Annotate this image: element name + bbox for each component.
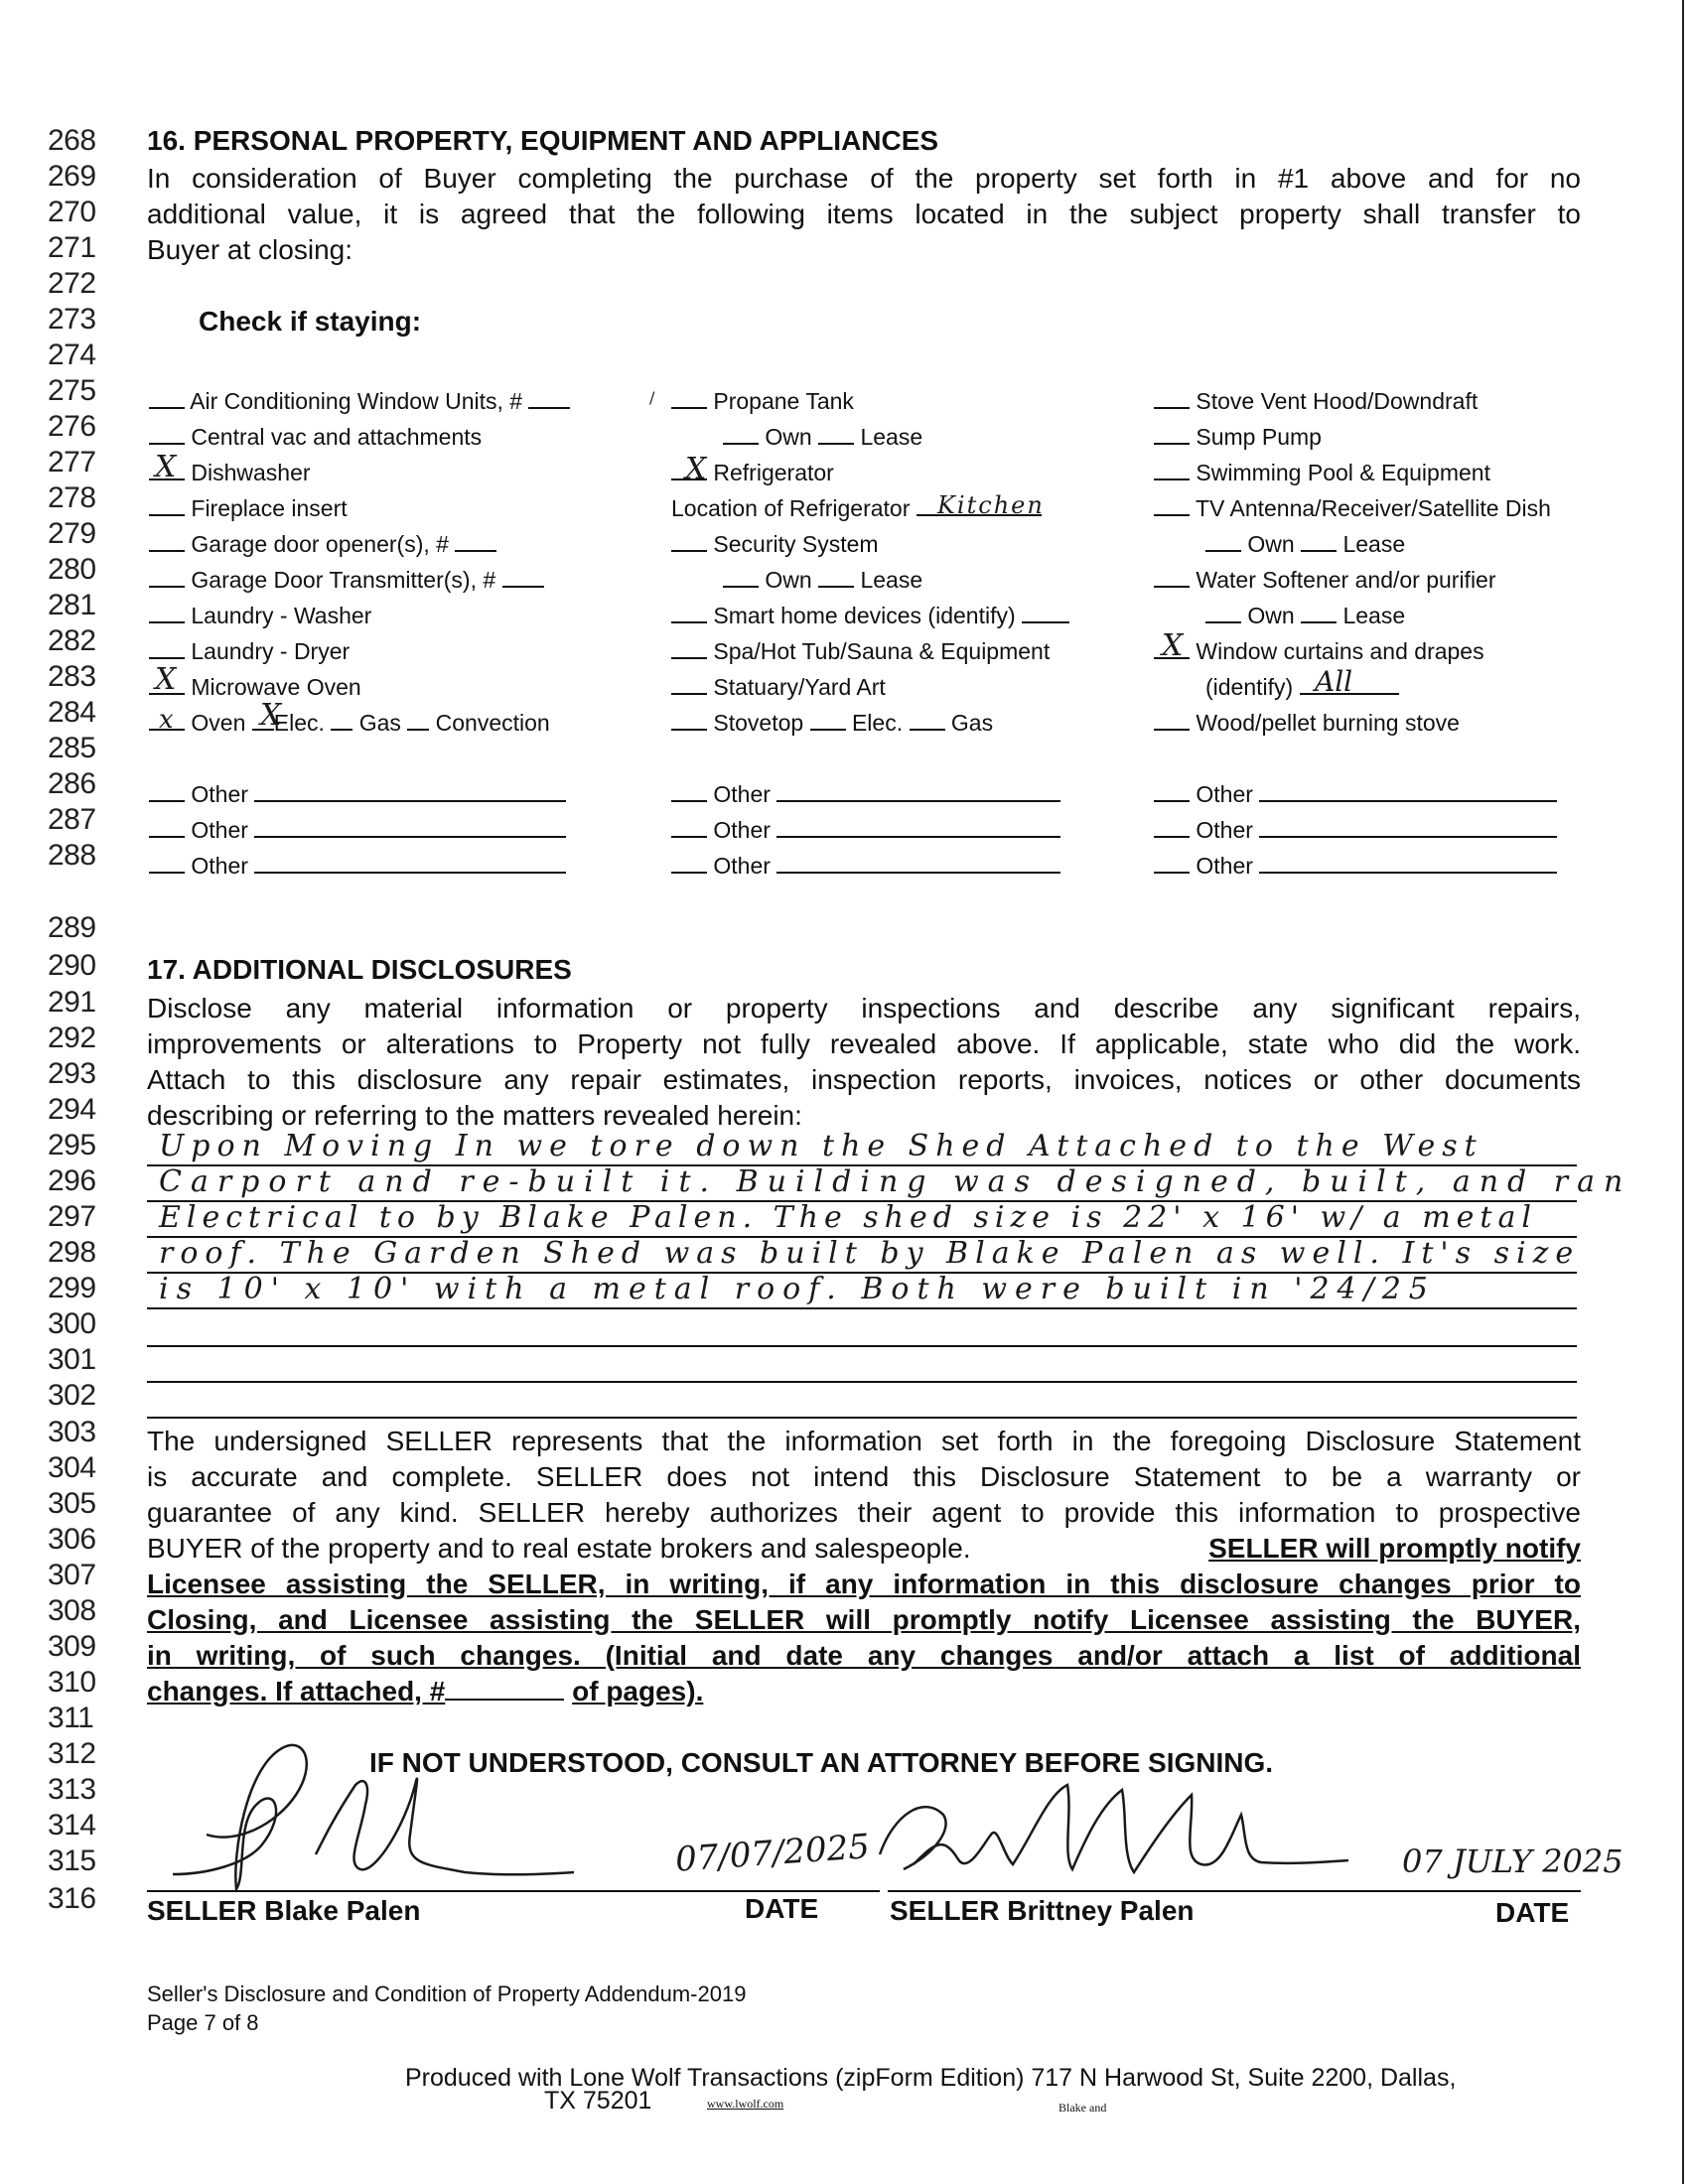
date2-handwritten: 07 JULY 2025 <box>1402 1843 1623 1880</box>
item-propane-tank[interactable]: Propane Tank <box>671 387 854 414</box>
refrigerator-check-mark: X <box>685 452 707 486</box>
water-own-lease[interactable]: Own Lease <box>1205 602 1405 628</box>
dishwasher-check-mark: X <box>155 450 177 484</box>
disclosure-line <box>147 1381 1577 1383</box>
oven-elec-check-mark: X <box>260 698 282 733</box>
line-number: 269 <box>48 160 96 193</box>
tv-own-lease[interactable]: Own Lease <box>1205 530 1405 557</box>
seller1-signature <box>167 1725 584 1894</box>
other-field[interactable]: Other <box>671 780 1060 807</box>
disclosure-line <box>147 1417 1577 1419</box>
line-number: 313 <box>48 1773 96 1806</box>
section-17-intro-line: Disclose any material information or property inspections and describe any significant repairs, <box>147 993 1581 1024</box>
line-number: 315 <box>48 1844 96 1877</box>
form-name: Seller's Disclosure and Condition of Property Addendum-2019 <box>147 1981 747 2006</box>
curtains-identify[interactable]: (identify) <box>1205 673 1399 700</box>
line-number: 276 <box>48 410 96 443</box>
produced-with-address: TX 75201 <box>544 2087 652 2115</box>
seller1-name-label: SELLER Blake Palen <box>147 1895 421 1926</box>
item-ac-window-units[interactable]: Air Conditioning Window Units, # <box>149 387 570 414</box>
section-16-intro-line: additional value, it is agreed that the following items located in the subject property shall transfer to <box>147 199 1581 229</box>
statement-text: BUYER of the property and to real estate brokers and salespeople. <box>147 1533 971 1564</box>
item-laundry-washer[interactable]: Laundry - Washer <box>149 602 371 628</box>
statement-line: The undersigned SELLER represents that the information set forth in the foregoing Disclosure Statement <box>147 1426 1581 1456</box>
section-17-intro-line: Attach to this disclosure any repair estimates, inspection reports, invoices, notices or other documents <box>147 1064 1581 1095</box>
statement-line: is accurate and complete. SELLER does not intend this Disclosure Statement to be a warranty or <box>147 1461 1581 1492</box>
date1-label: DATE <box>745 1893 819 1924</box>
line-number: 312 <box>48 1737 96 1770</box>
item-security-system[interactable]: Security System <box>671 530 879 557</box>
statement-bold-line: Closing, and Licensee assisting the SELLER will promptly notify Licensee assisting the BUYER, <box>147 1604 1581 1635</box>
line-number: 273 <box>48 303 96 336</box>
page-number: Page 7 of 8 <box>147 2010 259 2035</box>
statement-bold-line: Licensee assisting the SELLER, in writing, if any information in this disclosure changes prior to <box>147 1569 1581 1599</box>
line-number: 305 <box>48 1487 96 1520</box>
line-number: 271 <box>48 231 96 264</box>
item-microwave-oven[interactable]: Microwave Oven <box>149 673 361 700</box>
line-number: 285 <box>48 732 96 764</box>
disclosure-handwritten-line: roof. The Garden Shed was built by Blake Palen as well. It's size <box>159 1236 1581 1271</box>
item-garage-door-opener[interactable]: Garage door opener(s), # <box>149 530 496 557</box>
section-16-title: 16. PERSONAL PROPERTY, EQUIPMENT AND APPLIANCES <box>147 125 939 156</box>
other-field[interactable]: Other <box>149 816 566 843</box>
oven-check-mark: x <box>159 705 174 735</box>
line-number: 275 <box>48 374 96 407</box>
item-dishwasher[interactable]: Dishwasher <box>149 459 311 485</box>
other-field[interactable]: Other <box>1154 852 1557 879</box>
item-refrigerator[interactable]: Refrigerator <box>671 459 834 485</box>
microwave-check-mark: X <box>155 662 177 697</box>
seller2-name-label: SELLER Brittney Palen <box>890 1895 1195 1926</box>
line-number: 308 <box>48 1594 96 1627</box>
line-number: 287 <box>48 803 96 836</box>
section-17-title: 17. ADDITIONAL DISCLOSURES <box>147 954 572 985</box>
line-number: 286 <box>48 767 96 800</box>
statement-bold-line: in writing, of such changes. (Initial and date any changes and/or attach a list of additional <box>147 1640 1581 1671</box>
item-oven[interactable]: Oven Elec. Gas Convection <box>149 709 550 736</box>
line-number: 282 <box>48 624 96 657</box>
item-spa-hot-tub[interactable]: Spa/Hot Tub/Sauna & Equipment <box>671 637 1050 664</box>
section-17-intro-line: describing or referring to the matters revealed herein: <box>147 1100 802 1131</box>
line-number: 302 <box>48 1379 96 1412</box>
item-garage-door-transmitter[interactable]: Garage Door Transmitter(s), # <box>149 566 544 593</box>
produced-with-line: Produced with Lone Wolf Transactions (zipForm Edition) 717 N Harwood St, Suite 2200, Dallas, <box>405 2064 1457 2092</box>
item-tv-antenna[interactable]: TV Antenna/Receiver/Satellite Dish <box>1154 494 1551 521</box>
other-field[interactable]: Other <box>671 816 1060 843</box>
line-number: 314 <box>48 1809 96 1842</box>
section-16-intro-line: Buyer at closing: <box>147 234 352 265</box>
check-if-staying-heading: Check if staying: <box>199 306 422 337</box>
refrigerator-location-handwritten: Kitchen <box>937 491 1045 519</box>
item-water-softener[interactable]: Water Softener and/or purifier <box>1154 566 1496 593</box>
line-number: 303 <box>48 1416 96 1448</box>
line-number: 297 <box>48 1200 96 1233</box>
line-number: 310 <box>48 1666 96 1699</box>
line-number: 291 <box>48 986 96 1019</box>
lone-wolf-link[interactable]: www.lwolf.com <box>707 2097 784 2111</box>
line-number: 301 <box>48 1343 96 1376</box>
line-number: 295 <box>48 1129 96 1161</box>
disclosure-handwritten-line: Upon Moving In we tore down the Shed Attached to the West <box>159 1129 1483 1163</box>
line-number: 278 <box>48 481 96 514</box>
line-number: 299 <box>48 1272 96 1304</box>
item-central-vac[interactable]: Central vac and attachments <box>149 423 482 450</box>
other-field[interactable]: Other <box>1154 780 1557 807</box>
disclosure-handwritten-line: Carport and re-built it. Building was designed, built, and ran <box>159 1164 1632 1199</box>
line-number: 280 <box>48 553 96 586</box>
item-sump-pump[interactable]: Sump Pump <box>1154 423 1322 450</box>
line-number: 294 <box>48 1093 96 1126</box>
item-swimming-pool[interactable]: Swimming Pool & Equipment <box>1154 459 1490 485</box>
item-laundry-dryer[interactable]: Laundry - Dryer <box>149 637 350 664</box>
line-number: 277 <box>48 446 96 478</box>
line-number: 311 <box>48 1702 94 1734</box>
line-number: 279 <box>48 517 96 550</box>
curtains-check-mark: X <box>1162 628 1184 663</box>
seller2-signature <box>874 1775 1350 1884</box>
line-number: 290 <box>48 949 96 982</box>
statement-bold-line <box>147 1675 703 1708</box>
line-number: 298 <box>48 1236 96 1269</box>
page-edge <box>1682 0 1684 2184</box>
line-number: 309 <box>48 1630 96 1663</box>
curtains-identify-handwritten: All <box>1315 665 1353 698</box>
item-statuary-yard-art[interactable]: Statuary/Yard Art <box>671 673 886 700</box>
line-number: 306 <box>48 1523 96 1556</box>
attached-pages-field[interactable] <box>445 1677 564 1701</box>
item-smart-home-devices[interactable]: Smart home devices (identify) <box>671 602 1069 628</box>
security-own-lease[interactable]: Own Lease <box>723 566 922 593</box>
date2-line <box>1390 1890 1581 1892</box>
line-number: 272 <box>48 267 96 300</box>
line-number: 281 <box>48 589 96 621</box>
line-number: 316 <box>48 1882 96 1915</box>
other-field[interactable]: Other <box>1154 816 1557 843</box>
date2-label: DATE <box>1495 1897 1570 1928</box>
date1-handwritten: 07/07/2025 <box>673 1827 872 1880</box>
line-number: 268 <box>48 124 96 157</box>
line-number: 270 <box>48 196 96 228</box>
stray-mark: / <box>649 388 655 407</box>
line-number: 289 <box>48 911 96 944</box>
item-stovetop[interactable]: Stovetop Elec. Gas <box>671 709 993 736</box>
disclosure-handwritten-line: is 10' x 10' with a metal roof. Both were built in '24/25 <box>159 1272 1436 1306</box>
line-number: 292 <box>48 1022 96 1054</box>
other-field[interactable]: Other <box>149 852 566 879</box>
seller2-signature-line <box>888 1890 1464 1892</box>
line-number: 288 <box>48 839 96 872</box>
line-number: 296 <box>48 1164 96 1197</box>
item-wood-pellet-stove[interactable]: Wood/pellet burning stove <box>1154 709 1460 736</box>
line-number: 283 <box>48 660 96 693</box>
other-field[interactable]: Other <box>149 780 566 807</box>
item-window-curtains[interactable]: Window curtains and drapes <box>1154 637 1484 664</box>
disclosure-line <box>147 1345 1577 1347</box>
attached-pages-label: changes. If attached, # <box>147 1676 446 1706</box>
item-stove-vent-hood[interactable]: Stove Vent Hood/Downdraft <box>1154 387 1478 414</box>
line-number: 274 <box>48 339 96 371</box>
item-fireplace-insert[interactable]: Fireplace insert <box>149 494 348 521</box>
section-16-intro-line: In consideration of Buyer completing the purchase of the property set forth in #1 above and for no <box>147 163 1581 194</box>
other-field[interactable]: Other <box>671 852 1060 879</box>
statement-bold-text: SELLER will promptly notify <box>1208 1533 1581 1564</box>
line-number: 293 <box>48 1057 96 1090</box>
statement-line: guarantee of any kind. SELLER hereby authorizes their agent to provide this information to prospective <box>147 1497 1581 1528</box>
refrigerator-location[interactable]: Location of Refrigerator <box>671 494 1042 521</box>
section-17-intro-line: improvements or alterations to Property not fully revealed above. If applicable, state who did the work. <box>147 1028 1581 1059</box>
line-number: 304 <box>48 1451 96 1484</box>
attached-pages-suffix: of pages). <box>572 1676 704 1706</box>
line-number: 307 <box>48 1559 96 1591</box>
file-name: Blake and <box>1058 2101 1107 2115</box>
disclosure-line <box>147 1307 1577 1309</box>
statement-line <box>147 1532 1581 1566</box>
consult-attorney-notice: IF NOT UNDERSTOOD, CONSULT AN ATTORNEY BEFORE SIGNING. <box>369 1747 1274 1778</box>
line-number: 300 <box>48 1307 96 1340</box>
line-number: 284 <box>48 696 96 729</box>
propane-own-lease[interactable]: Own Lease <box>723 423 922 450</box>
disclosure-handwritten-line: Electrical to by Blake Palen. The shed size is 22' x 16' w/ a metal <box>159 1200 1537 1235</box>
